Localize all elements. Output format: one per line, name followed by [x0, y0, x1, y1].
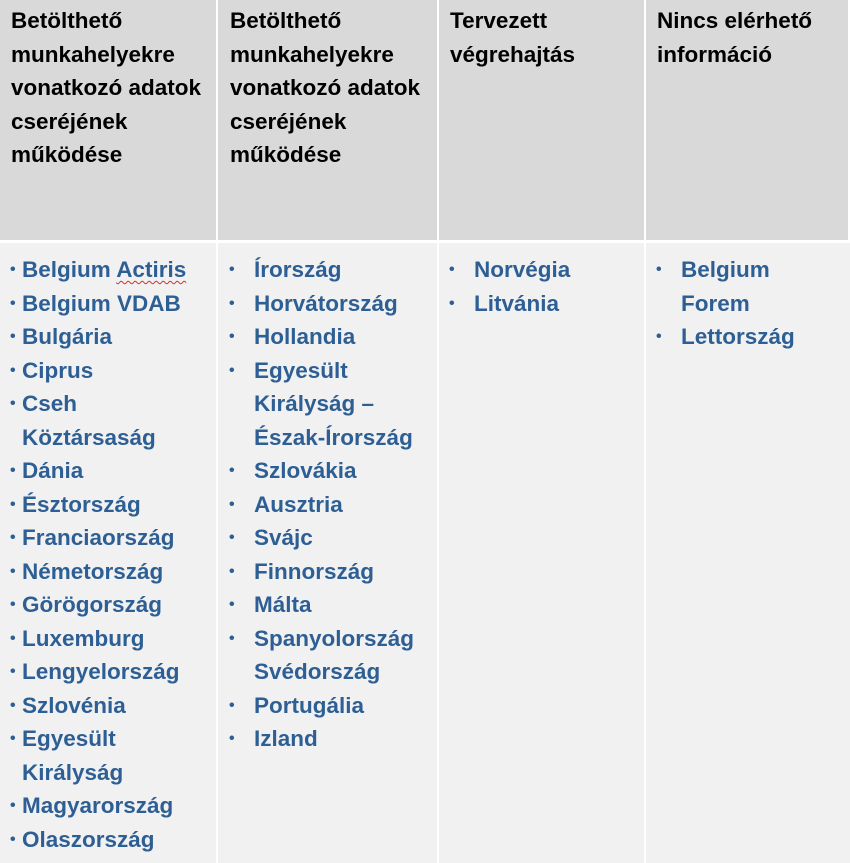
list-item — [218, 689, 437, 723]
list-item — [0, 588, 216, 622]
column-2-list — [218, 253, 437, 756]
list-item-label: Észtország — [22, 491, 141, 517]
bullet-icon: • — [10, 395, 16, 412]
list-item-label: Cseh Köztársaság — [22, 391, 156, 450]
bullet-icon: • — [449, 261, 455, 278]
list-item — [439, 287, 644, 321]
list-item — [218, 354, 437, 455]
list-item-label: Finnország — [254, 558, 375, 584]
list-item-label: Szlovénia — [22, 692, 126, 718]
list-item — [0, 354, 216, 388]
list-item-label: Magyarország — [22, 793, 174, 818]
list-item-label: Lettország — [681, 324, 795, 349]
bullet-icon: • — [229, 730, 235, 747]
list-item — [439, 253, 644, 287]
bullet-icon: • — [229, 294, 235, 312]
column-3-list — [439, 253, 644, 320]
list-item — [0, 253, 216, 287]
bullet-icon: • — [229, 629, 235, 647]
bullet-icon: • — [229, 562, 235, 580]
bullet-icon: • — [10, 261, 16, 278]
list-item-label: Lengyelország — [22, 659, 180, 684]
list-item — [218, 253, 437, 287]
list-item — [0, 454, 216, 488]
list-item — [0, 555, 216, 589]
list-item-label: Litvánia — [474, 290, 560, 316]
list-item — [0, 823, 216, 857]
bullet-icon: • — [656, 328, 662, 345]
spellcheck-marked-word: Actiris — [116, 257, 187, 282]
list-item — [218, 521, 437, 555]
list-item — [218, 454, 437, 488]
column-4-list — [646, 253, 850, 354]
list-item — [0, 287, 216, 321]
list-item-label: Belgium Actiris — [22, 257, 187, 282]
list-item-label: Írország — [254, 257, 342, 282]
list-item-label: Olaszország — [22, 826, 155, 852]
list-item-label: Ciprus — [22, 357, 94, 383]
list-item — [0, 689, 216, 723]
bullet-icon: • — [449, 294, 455, 312]
column-2-cell — [218, 243, 439, 863]
bullet-icon: • — [10, 629, 16, 647]
list-item — [0, 655, 216, 689]
bullet-icon: • — [229, 696, 235, 714]
list-item — [218, 555, 437, 589]
list-item-label: Málta — [254, 592, 312, 617]
list-item — [218, 588, 437, 622]
list-item-label: Norvégia — [474, 257, 571, 282]
bullet-icon: • — [229, 529, 235, 546]
list-item — [218, 722, 437, 756]
list-item — [218, 320, 437, 354]
bullet-icon: • — [10, 596, 16, 613]
bullet-icon: • — [10, 562, 16, 580]
bullet-icon: • — [10, 294, 16, 312]
bullet-icon: • — [229, 361, 235, 379]
list-item — [0, 387, 216, 454]
list-item-label: Belgium Forem — [681, 257, 770, 316]
bullet-icon: • — [229, 596, 235, 613]
list-item — [0, 320, 216, 354]
list-item-label: Franciaország — [22, 525, 175, 550]
bullet-icon: • — [10, 730, 16, 747]
bullet-icon: • — [229, 261, 235, 278]
column-1-list — [0, 253, 216, 856]
bullet-icon: • — [10, 830, 16, 848]
bullet-icon: • — [229, 462, 235, 479]
list-item — [0, 521, 216, 555]
list-item — [0, 722, 216, 789]
list-item-label: Portugália — [254, 692, 365, 718]
bullet-icon: • — [10, 462, 16, 479]
list-item-label: Ausztria — [254, 491, 343, 517]
list-item-label: Spanyolország Svédország — [254, 625, 415, 684]
column-4-cell — [646, 243, 850, 863]
list-item — [646, 253, 770, 320]
list-item-label: Hollandia — [254, 324, 356, 349]
list-item — [218, 622, 424, 689]
bullet-icon: • — [229, 328, 235, 345]
bullet-icon: • — [10, 529, 16, 546]
bullet-icon: • — [656, 261, 662, 278]
list-item-label: Egyesült Királyság — [22, 726, 124, 785]
list-item — [0, 789, 216, 823]
list-item-label: Görögország — [22, 592, 163, 617]
column-header-4: Nincs elérhető információ — [646, 0, 850, 243]
bullet-icon: • — [10, 328, 16, 345]
list-item-label: Belgium VDAB — [22, 290, 181, 316]
bullet-icon: • — [10, 696, 16, 714]
list-item — [218, 287, 437, 321]
bullet-icon: • — [10, 797, 16, 814]
list-item — [0, 488, 216, 522]
list-item — [218, 488, 437, 522]
bullet-icon: • — [10, 361, 16, 379]
column-1-cell — [0, 243, 218, 863]
list-item-label: Svájc — [254, 525, 313, 550]
list-item-label: Dánia — [22, 458, 84, 483]
bullet-icon: • — [10, 495, 16, 513]
list-item — [0, 622, 216, 656]
bullet-icon: • — [229, 495, 235, 513]
bullet-icon: • — [10, 663, 16, 680]
column-header-3: Tervezett végrehajtás — [439, 0, 646, 243]
list-item-label: Izland — [254, 726, 318, 751]
list-item-label: Bulgária — [22, 324, 113, 349]
column-header-2: Betölthető munkahelyekre vonatkozó adatok cseréjének működése — [218, 0, 439, 243]
column-header-1: Betölthető munkahelyekre vonatkozó adatok cseréjének működése — [0, 0, 218, 243]
list-item-label: Horvátország — [254, 290, 398, 316]
list-item-label: Németország — [22, 558, 164, 584]
column-3-cell — [439, 243, 646, 863]
list-item-label: Luxemburg — [22, 625, 145, 651]
list-item-label: Egyesült Királyság – Észak-Írország — [254, 357, 413, 450]
list-item-label: Szlovákia — [254, 458, 357, 483]
list-item — [646, 320, 850, 354]
